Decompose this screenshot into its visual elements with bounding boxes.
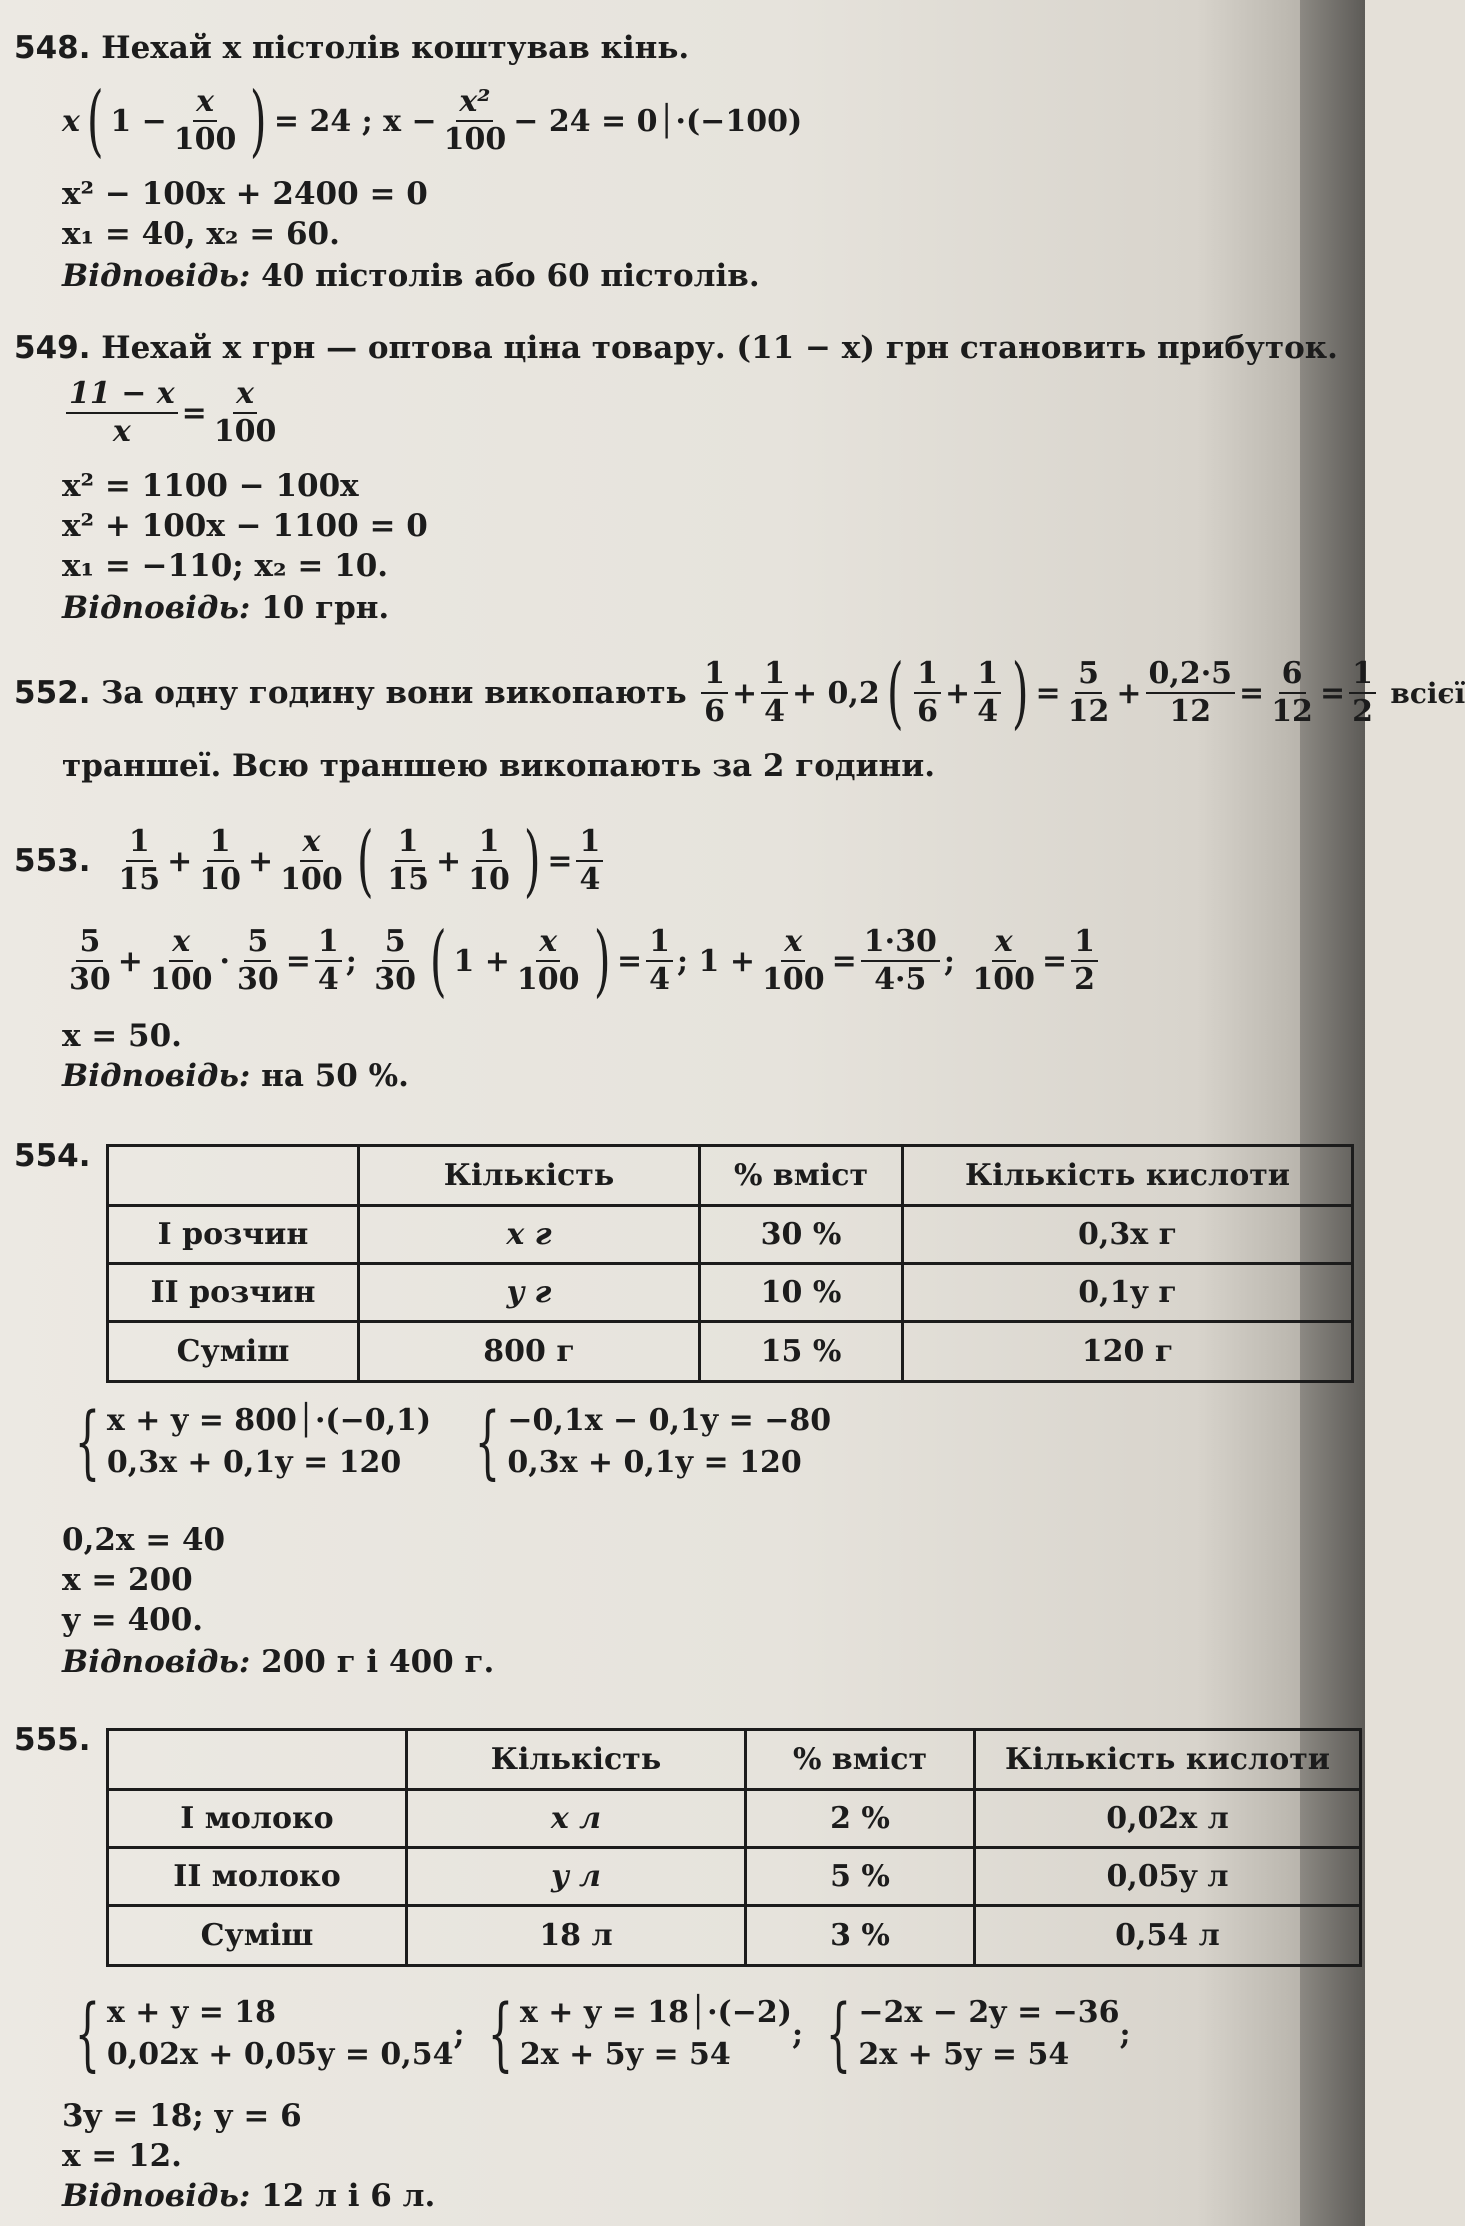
fraction: $\frac{11 - x}{x}$ xyxy=(66,376,178,450)
table-row xyxy=(108,1264,1353,1322)
problem-number: 549. xyxy=(14,330,91,366)
system-equation: x + y = 18 xyxy=(106,1995,277,2030)
table-cell: % вміст xyxy=(700,1146,903,1206)
table-cell: II молоко xyxy=(108,1848,407,1906)
table-header-row xyxy=(108,1730,1361,1790)
fraction: $\frac{x}{100}$ xyxy=(173,84,237,157)
problem-549-title xyxy=(14,330,1338,366)
table-row xyxy=(108,1206,1353,1264)
problem-549-equation: $\frac{11 - x}{x}$ = $\frac{x}{100}$ xyxy=(62,376,283,450)
problem-552-equation: 552. За одну годину вони викопають $\frac{1}{6}$ + $\frac{1}{4}$ + 0,2 ( $\frac{1}{6}$ + $\frac{1}{4}$ ) = $\frac{5}{12}$ + $\frac{0,2\cdot 5}{12}$ = $\frac{6}{12}$ = $\frac{1}{2}$ всієї xyxy=(14,648,1465,738)
table-cell: Суміш xyxy=(108,1322,359,1382)
problem-548-title xyxy=(14,30,689,66)
fraction: $\frac{x}{100}$ xyxy=(213,376,277,449)
table-cell: 0,3x г xyxy=(903,1206,1353,1264)
answer-value: 10 грн. xyxy=(261,590,390,626)
problem-549-answer xyxy=(62,590,389,626)
table-cell: II розчин xyxy=(108,1264,359,1322)
problem-text: За одну годину вони викопають xyxy=(100,675,687,711)
problem-text: Нехай x грн — оптова ціна товару. (11 − x) грн становить прибуток. xyxy=(101,330,1338,366)
problem-number: 548. xyxy=(14,30,91,66)
table-cell: x г xyxy=(359,1206,700,1264)
problem-554-number xyxy=(14,1138,91,1174)
problem-549-line: x₁ = −110; x₂ = 10. xyxy=(62,548,389,584)
answer-label: Відповідь: xyxy=(62,2178,251,2214)
table-cell: 2 % xyxy=(746,1790,975,1848)
problem-548-answer xyxy=(62,258,760,294)
problem-548-line: x² − 100x + 2400 = 0 xyxy=(62,176,428,212)
answer-label: Відповідь: xyxy=(62,1644,251,1680)
answer-label: Відповідь: xyxy=(62,590,251,626)
system-equation: 0,02x + 0,05y = 0,54 xyxy=(106,2037,454,2072)
table-cell: 30 % xyxy=(700,1206,903,1264)
system-equation: 2x + 5y = 54 xyxy=(519,2037,731,2072)
system-equation: −2x − 2y = −36 xyxy=(858,1995,1120,2030)
system-equation: x + y = 800│·(−0,1) xyxy=(106,1403,432,1438)
problem-554-line: 0,2x = 40 xyxy=(62,1522,226,1558)
problem-554-systems: { x + y = 800│·(−0,1) 0,3x + 0,1y = 120 { −0,1x − 0,1y = −80 0,3x + 0,1y = 120 xyxy=(74,1395,832,1488)
fraction: $\frac{\text{x²}}{100}$ xyxy=(443,84,507,157)
table-cell: Суміш xyxy=(108,1906,407,1966)
answer-value: 12 л і 6 л. xyxy=(261,2178,436,2214)
problem-554-line: x = 200 xyxy=(62,1562,193,1598)
problem-548-line: x₁ = 40, x₂ = 60. xyxy=(62,216,340,252)
table-cell: 120 г xyxy=(903,1322,1353,1382)
table-cell xyxy=(108,1146,359,1206)
table-cell: Кількість xyxy=(359,1146,700,1206)
table-header-row xyxy=(108,1146,1353,1206)
table-cell: Кількість кислоти xyxy=(903,1146,1353,1206)
table-cell: I молоко xyxy=(108,1790,407,1848)
table-cell: y л xyxy=(407,1848,746,1906)
problem-555-number xyxy=(14,1722,91,1758)
problem-555-systems: { x + y = 18 0,02x + 0,05y = 0,54 ; { x + y = 18│·(−2) 2x + 5y = 54 ; { −2x − 2y = −36 2x + 5y = 54 ; xyxy=(74,1987,1131,2080)
table-cell: 0,02x л xyxy=(975,1790,1361,1848)
table-cell: I розчин xyxy=(108,1206,359,1264)
table-cell: 0,1y г xyxy=(903,1264,1353,1322)
problem-549-line: x² = 1100 − 100x xyxy=(62,468,359,504)
table-cell: 5 % xyxy=(746,1848,975,1906)
problem-553-equation-1: 553. $\frac{1}{15}$ + $\frac{1}{10}$ + $\frac{x}{100}$ ( $\frac{1}{15}$ + $\frac{1}{10}$ ) = $\frac{1}{4}$ xyxy=(14,822,607,900)
table-cell: 0,05y л xyxy=(975,1848,1361,1906)
problem-549-line: x² + 100x − 1100 = 0 xyxy=(62,508,428,544)
table-row xyxy=(108,1906,1361,1966)
table-cell: 15 % xyxy=(700,1322,903,1382)
table-row xyxy=(108,1322,1353,1382)
table-cell: x л xyxy=(407,1790,746,1848)
system-equation: −0,1x − 0,1y = −80 xyxy=(507,1403,832,1438)
table-cell xyxy=(108,1730,407,1790)
problem-number: 553. xyxy=(14,843,91,879)
math-term: = 24 ; x − xyxy=(273,103,437,139)
table-cell: 0,54 л xyxy=(975,1906,1361,1966)
answer-label: Відповідь: xyxy=(62,258,251,294)
problem-553-answer xyxy=(62,1058,409,1094)
problem-number: 555. xyxy=(14,1722,91,1758)
problem-554-line: y = 400. xyxy=(62,1602,204,1638)
answer-value: 200 г і 400 г. xyxy=(261,1644,495,1680)
table-cell: Кількість xyxy=(407,1730,746,1790)
problem-555-answer xyxy=(62,2178,435,2214)
problem-554-table xyxy=(106,1144,1354,1383)
table-cell: % вміст xyxy=(746,1730,975,1790)
table-row xyxy=(108,1848,1361,1906)
problem-number: 552. xyxy=(14,675,91,711)
system-equation: 0,3x + 0,1y = 120 xyxy=(106,1445,402,1480)
problem-548-equation: x ( 1 − $\frac{x}{100}$ ) = 24 ; x − $\frac{\text{x²}}{100}$ − 24 = 0│·(−100) xyxy=(62,76,803,166)
answer-label: Відповідь: xyxy=(62,1058,251,1094)
problem-553-equation-2: $\frac{5}{30}$ + $\frac{x}{100}$ · $\frac{5}{30}$ = $\frac{1}{4}$ ; $\frac{5}{30}$ ( 1 + $\frac{x}{100}$ ) = $\frac{1}{4}$ ; 1 + $\frac{x}{100}$ = $\frac{1\cdot 30}{4\cdot 5}$ ; $\frac{x}{100}$ = $\frac{1}{2}$ xyxy=(62,922,1102,1000)
system-equation: 2x + 5y = 54 xyxy=(858,2037,1070,2072)
problem-number: 554. xyxy=(14,1138,91,1174)
answer-value: 40 пістолів або 60 пістолів. xyxy=(261,258,760,294)
system-equation: x + y = 18│·(−2) xyxy=(519,1995,792,2030)
problem-554-answer xyxy=(62,1644,494,1680)
math-term: x xyxy=(62,103,80,139)
table-row xyxy=(108,1790,1361,1848)
problem-553-line: x = 50. xyxy=(62,1018,182,1054)
table-cell: 10 % xyxy=(700,1264,903,1322)
problem-555-line: x = 12. xyxy=(62,2138,182,2174)
table-cell: 3 % xyxy=(746,1906,975,1966)
problem-555-table xyxy=(106,1728,1362,1967)
answer-value: на 50 %. xyxy=(261,1058,409,1094)
problem-555-line: 3y = 18; y = 6 xyxy=(62,2098,302,2134)
problem-text: Нехай x пістолів коштував кінь. xyxy=(101,30,690,66)
table-cell: 800 г xyxy=(359,1322,700,1382)
math-term: − 24 = 0│·(−100) xyxy=(513,103,803,139)
table-cell: y г xyxy=(359,1264,700,1322)
table-cell: Кількість кислоти xyxy=(975,1730,1361,1790)
problem-552-line: траншеї. Всю траншею викопають за 2 години. xyxy=(62,748,936,784)
system-equation: 0,3x + 0,1y = 120 xyxy=(507,1445,802,1480)
table-cell: 18 л xyxy=(407,1906,746,1966)
problem-text: всієї xyxy=(1390,676,1465,710)
